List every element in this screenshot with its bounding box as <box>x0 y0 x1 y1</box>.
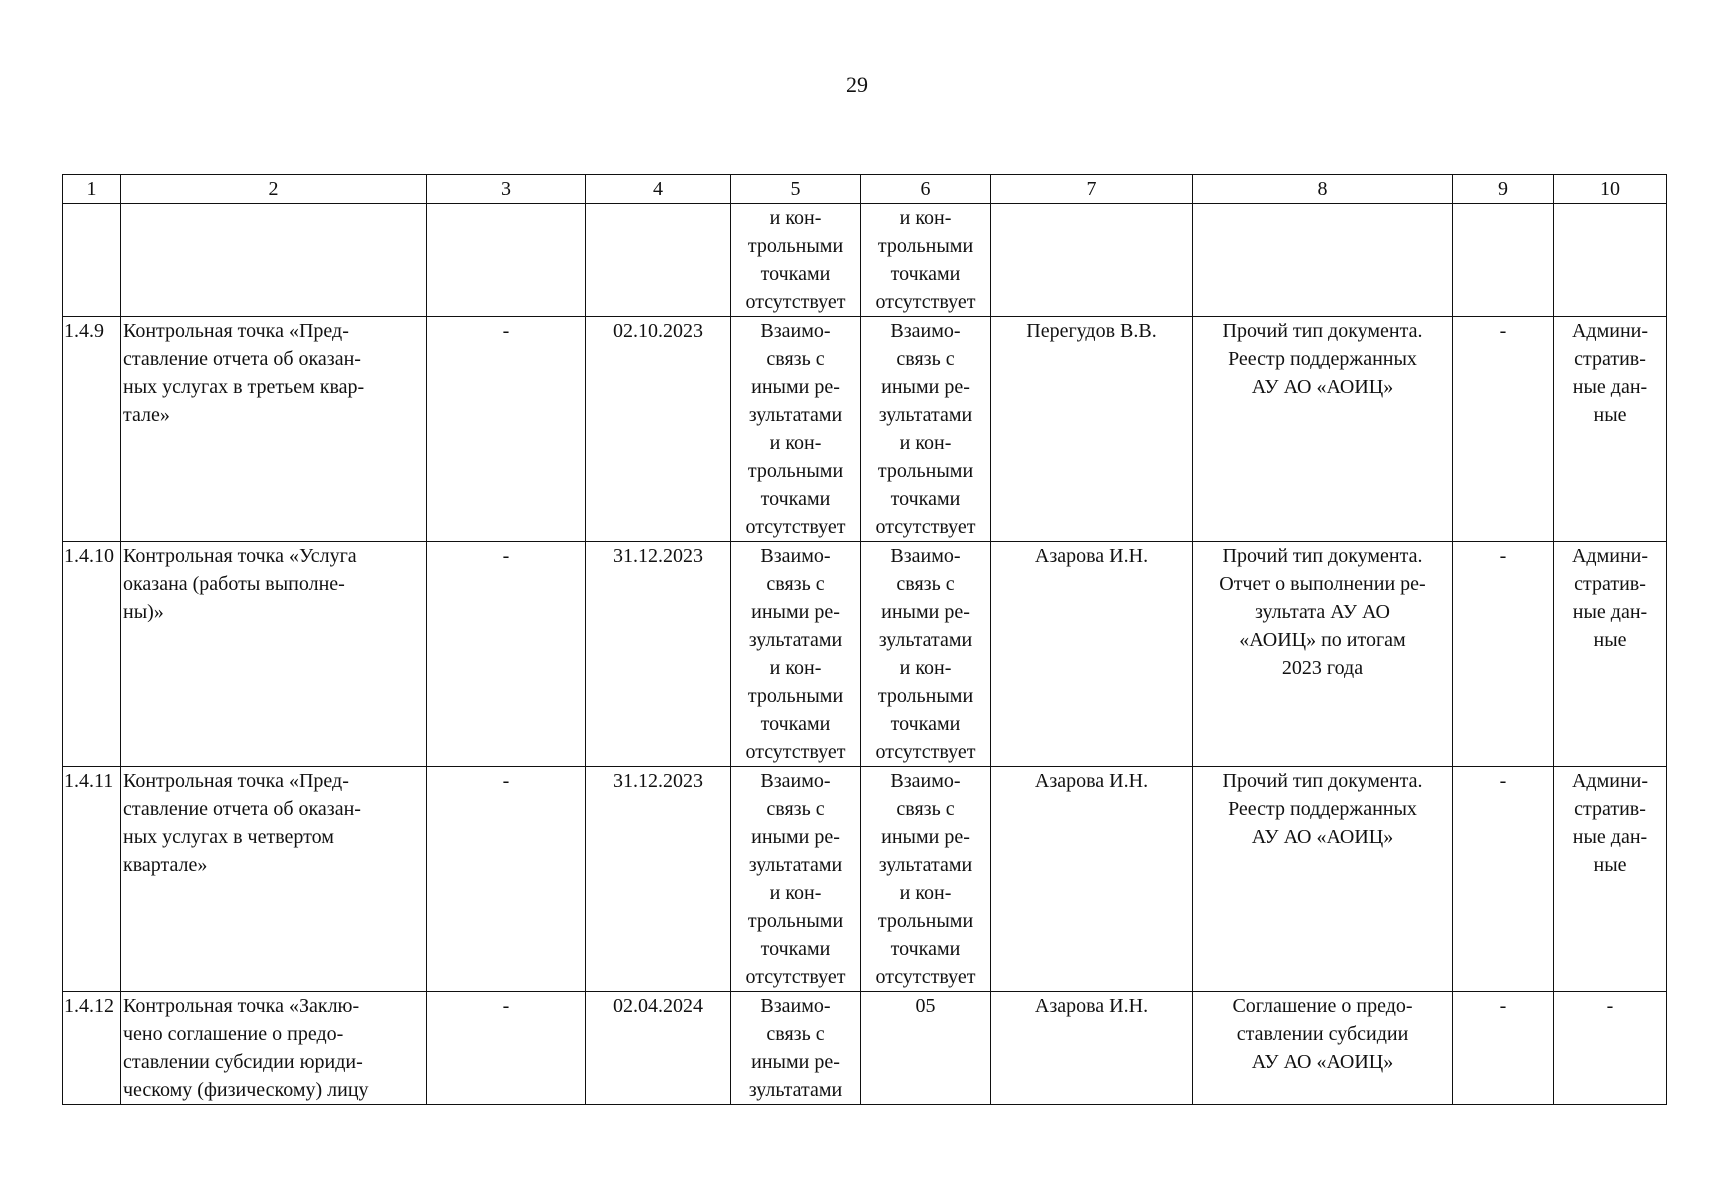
data-source-cell <box>1554 767 1667 992</box>
text-line: трольными <box>877 685 974 707</box>
text-line: иными ре- <box>751 826 840 848</box>
text-line: Взаимо- <box>890 770 961 792</box>
text-line: Реестр поддержанных <box>1228 798 1417 820</box>
document-cell <box>1193 992 1453 1105</box>
text-line: точками <box>760 488 831 510</box>
text-line: Взаимо- <box>890 545 961 567</box>
text-line: ставление отчета об оказан- <box>123 798 361 820</box>
text-line: точками <box>890 488 961 510</box>
text-line: Взаимо- <box>890 320 961 342</box>
column-header: 7 <box>991 175 1193 204</box>
text-line: Прочий тип документа. <box>1222 770 1423 792</box>
relation-cell <box>731 204 861 317</box>
responsible-cell: Азарова И.Н. <box>991 992 1193 1105</box>
text-line: связь с <box>766 798 825 820</box>
plan-table <box>62 174 1667 1105</box>
date-cell: 31.12.2023 <box>586 542 731 767</box>
text-line: Админи- <box>1571 545 1649 567</box>
column-header: 6 <box>861 175 991 204</box>
text-line: и кон- <box>899 657 952 679</box>
text-line: и кон- <box>769 882 822 904</box>
responsible-cell: Перегудов В.В. <box>991 317 1193 542</box>
table-row <box>63 992 1667 1105</box>
text-line: Прочий тип документа. <box>1222 545 1423 567</box>
text-line: иными ре- <box>751 601 840 623</box>
data-source-cell <box>1554 317 1667 542</box>
text-line: Админи- <box>1571 320 1649 342</box>
text-line: Контрольная точка «Пред- <box>123 320 349 342</box>
table-cell <box>427 204 586 317</box>
text-line: зультатами <box>748 629 843 651</box>
relation-cell <box>861 542 991 767</box>
text-line: отсутствует <box>745 741 846 763</box>
table-cell <box>121 204 427 317</box>
text-line: отсутствует <box>745 516 846 538</box>
text-line: иными ре- <box>881 601 970 623</box>
relation-cell <box>861 992 991 1105</box>
relation-cell <box>731 992 861 1105</box>
relation-cell <box>861 317 991 542</box>
relation-cell <box>861 767 991 992</box>
text-line: и кон- <box>899 432 952 454</box>
text-line: АУ АО «АОИЦ» <box>1251 1051 1394 1073</box>
document-cell <box>1193 542 1453 767</box>
text-line: ные <box>1593 854 1627 876</box>
text-line: и кон- <box>769 432 822 454</box>
text-line: связь с <box>896 348 955 370</box>
responsible-cell: Азарова И.Н. <box>991 542 1193 767</box>
table-header-row <box>63 175 1667 204</box>
table-cell <box>1554 204 1667 317</box>
text-line: - <box>1606 995 1614 1017</box>
text-line: ные <box>1593 629 1627 651</box>
table-cell: - <box>427 992 586 1105</box>
table-cell: - <box>1453 767 1554 992</box>
date-cell: 02.04.2024 <box>586 992 731 1105</box>
text-line: трольными <box>877 910 974 932</box>
text-line: тале» <box>123 404 170 426</box>
column-header: 1 <box>63 175 121 204</box>
text-line: зультатами <box>748 404 843 426</box>
column-header: 5 <box>731 175 861 204</box>
table-cell: - <box>427 317 586 542</box>
text-line: связь с <box>766 348 825 370</box>
control-point-name <box>121 992 427 1105</box>
text-line: Взаимо- <box>760 995 831 1017</box>
row-number: 1.4.10 <box>63 542 121 767</box>
text-line: связь с <box>766 573 825 595</box>
text-line: связь с <box>766 1023 825 1045</box>
table-cell <box>1453 204 1554 317</box>
text-line: ные <box>1593 404 1627 426</box>
text-line: АУ АО «АОИЦ» <box>1251 826 1394 848</box>
text-line: иными ре- <box>881 376 970 398</box>
text-line: точками <box>760 713 831 735</box>
relation-cell <box>731 542 861 767</box>
control-point-name <box>121 767 427 992</box>
text-line: точками <box>890 713 961 735</box>
page-number: 29 <box>846 72 868 97</box>
text-line: Соглашение о предо- <box>1232 995 1413 1017</box>
text-line: ные дан- <box>1572 601 1648 623</box>
text-line: Отчет о выполнении ре- <box>1219 573 1426 595</box>
text-line: трольными <box>877 235 974 257</box>
document-cell <box>1193 317 1453 542</box>
text-line: иными ре- <box>751 376 840 398</box>
table-cell: - <box>427 542 586 767</box>
text-line: трольными <box>747 910 844 932</box>
column-header: 10 <box>1554 175 1667 204</box>
text-line: ные дан- <box>1572 376 1648 398</box>
document-cell <box>1193 767 1453 992</box>
table-cell: - <box>1453 317 1554 542</box>
text-line: зультатами <box>878 629 973 651</box>
table-cell <box>991 204 1193 317</box>
text-line: и кон- <box>769 657 822 679</box>
row-number: 1.4.12 <box>63 992 121 1105</box>
text-line: 2023 года <box>1281 657 1364 679</box>
text-line: Контрольная точка «Заклю- <box>123 995 360 1017</box>
text-line: АУ АО «АОИЦ» <box>1251 376 1394 398</box>
table-cell <box>1193 204 1453 317</box>
text-line: зультатами <box>748 1079 843 1101</box>
text-line: чено соглашение о предо- <box>123 1023 344 1045</box>
table-cell: - <box>1453 992 1554 1105</box>
column-header: 8 <box>1193 175 1453 204</box>
text-line: точками <box>760 263 831 285</box>
text-line: ставление отчета об оказан- <box>123 348 361 370</box>
text-line: отсутствует <box>875 966 976 988</box>
text-line: ческому (физическому) лицу <box>123 1079 369 1101</box>
text-line: зультатами <box>878 854 973 876</box>
text-line: Взаимо- <box>760 320 831 342</box>
row-number: 1.4.9 <box>63 317 121 542</box>
data-source-cell <box>1554 992 1667 1105</box>
text-line: оказана (работы выполне- <box>123 573 345 595</box>
text-line: квартале» <box>123 854 208 876</box>
control-point-name <box>121 317 427 542</box>
table-row <box>63 542 1667 767</box>
control-point-name <box>121 542 427 767</box>
text-line: точками <box>890 263 961 285</box>
text-line: зультата АУ АО <box>1255 601 1390 623</box>
text-line: и кон- <box>899 882 952 904</box>
table-cell: - <box>427 767 586 992</box>
text-line: зультатами <box>748 854 843 876</box>
text-line: Прочий тип документа. <box>1222 320 1423 342</box>
table-cell <box>586 204 731 317</box>
text-line: трольными <box>747 460 844 482</box>
text-line: отсутствует <box>875 516 976 538</box>
text-line: отсутствует <box>875 291 976 313</box>
text-line: Контрольная точка «Пред- <box>123 770 349 792</box>
text-line: ных услугах в третьем квар- <box>123 376 365 398</box>
text-line: Контрольная точка «Услуга <box>123 545 357 567</box>
column-header: 9 <box>1453 175 1554 204</box>
text-line: стратив- <box>1574 348 1646 370</box>
text-line: связь с <box>896 798 955 820</box>
column-header: 4 <box>586 175 731 204</box>
relation-cell <box>731 317 861 542</box>
text-line: и кон- <box>769 207 822 229</box>
table-row <box>63 767 1667 992</box>
text-line: ных услугах в четвертом <box>123 826 334 848</box>
text-line: отсутствует <box>745 291 846 313</box>
text-line: точками <box>760 938 831 960</box>
table-row <box>63 317 1667 542</box>
text-line: иными ре- <box>881 826 970 848</box>
row-number: 1.4.11 <box>63 767 121 992</box>
text-line: иными ре- <box>751 1051 840 1073</box>
relation-cell <box>861 204 991 317</box>
text-line: Реестр поддержанных <box>1228 348 1417 370</box>
text-line: связь с <box>896 573 955 595</box>
table-row-continuation <box>63 204 1667 317</box>
relation-cell <box>731 767 861 992</box>
text-line: отсутствует <box>745 966 846 988</box>
text-line: Взаимо- <box>760 545 831 567</box>
text-line: ставлении субсидии юриди- <box>123 1051 363 1073</box>
text-line: зультатами <box>878 404 973 426</box>
date-cell: 02.10.2023 <box>586 317 731 542</box>
table-cell <box>63 204 121 317</box>
column-header: 2 <box>121 175 427 204</box>
data-source-cell <box>1554 542 1667 767</box>
text-line: ны)» <box>123 601 164 623</box>
text-line: отсутствует <box>875 741 976 763</box>
text-line: и кон- <box>899 207 952 229</box>
text-line: Взаимо- <box>760 770 831 792</box>
text-line: ставлении субсидии <box>1236 1023 1409 1045</box>
column-header: 3 <box>427 175 586 204</box>
text-line: «АОИЦ» по итогам <box>1239 629 1406 651</box>
text-line: 05 <box>915 995 936 1017</box>
responsible-cell: Азарова И.Н. <box>991 767 1193 992</box>
text-line: трольными <box>747 685 844 707</box>
text-line: трольными <box>877 460 974 482</box>
text-line: трольными <box>747 235 844 257</box>
date-cell: 31.12.2023 <box>586 767 731 992</box>
text-line: ные дан- <box>1572 826 1648 848</box>
text-line: точками <box>890 938 961 960</box>
table-cell: - <box>1453 542 1554 767</box>
text-line: стратив- <box>1574 798 1646 820</box>
text-line: Админи- <box>1571 770 1649 792</box>
text-line: стратив- <box>1574 573 1646 595</box>
